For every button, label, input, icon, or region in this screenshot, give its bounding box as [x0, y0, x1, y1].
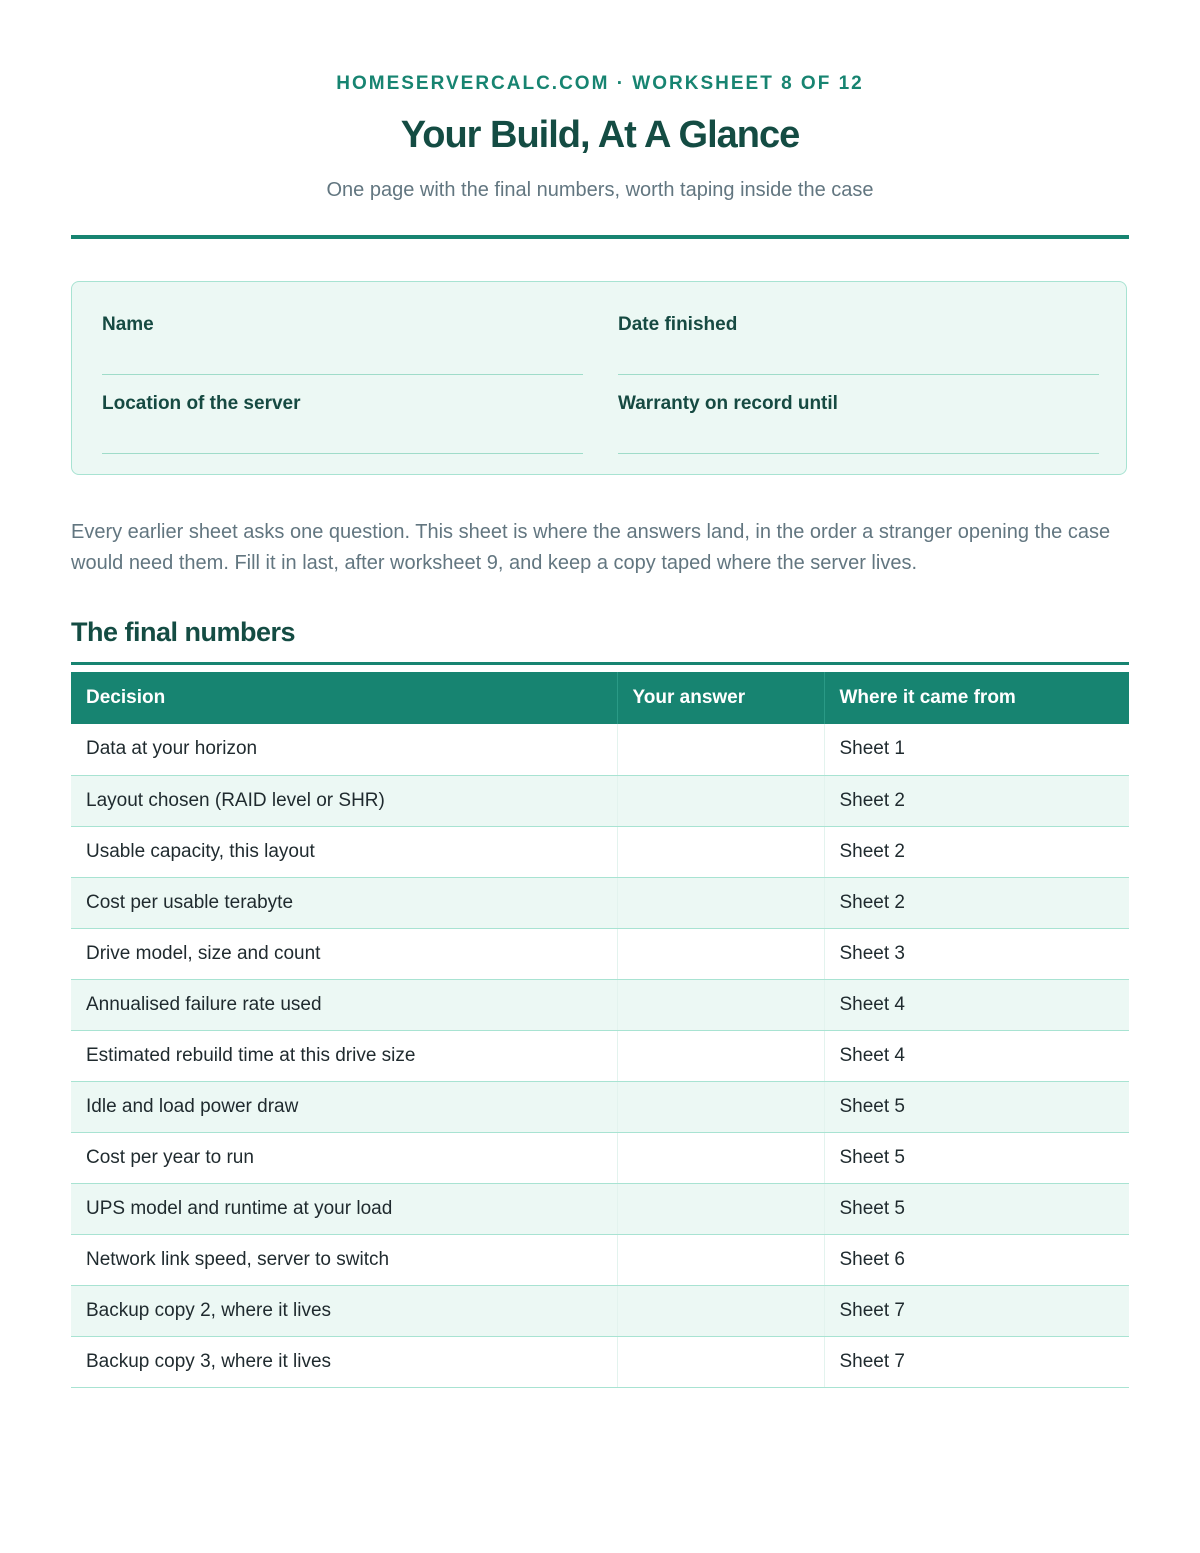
- table-row: [71, 1132, 1129, 1183]
- answer-cell[interactable]: [617, 1183, 824, 1234]
- source-cell: Sheet 4: [824, 1030, 1129, 1081]
- decision-cell: Network link speed, server to switch: [71, 1234, 617, 1285]
- warranty-until-field[interactable]: [618, 393, 1099, 454]
- source-cell: Sheet 7: [824, 1336, 1129, 1387]
- intro-paragraph: Every earlier sheet asks one question. This sheet is where the answers land, in the order a stranger opening the case would need them. Fill it in last, after worksheet 9, and keep a copy taped where the server lives.: [71, 521, 1111, 574]
- decision-cell: Data at your horizon: [71, 724, 617, 775]
- answer-cell[interactable]: [617, 775, 824, 826]
- table-row: [71, 979, 1129, 1030]
- source-cell: Sheet 2: [824, 826, 1129, 877]
- decision-cell: Backup copy 2, where it lives: [71, 1285, 617, 1336]
- answer-cell[interactable]: [617, 1081, 824, 1132]
- table-row: [71, 1234, 1129, 1285]
- table-header-row: [71, 672, 1129, 724]
- table-row: [71, 928, 1129, 979]
- table-row: [71, 1336, 1129, 1387]
- answer-cell[interactable]: [617, 826, 824, 877]
- decision-cell: UPS model and runtime at your load: [71, 1183, 617, 1234]
- answer-cell[interactable]: [617, 1234, 824, 1285]
- source-cell: Sheet 2: [824, 877, 1129, 928]
- column-header-decision: Decision: [71, 672, 617, 724]
- final-numbers-table: [71, 672, 1129, 1388]
- server-location-field-label: Location of the server: [102, 393, 301, 414]
- decision-cell: Estimated rebuild time at this drive size: [71, 1030, 617, 1081]
- source-cell: Sheet 3: [824, 928, 1129, 979]
- decision-cell: Annualised failure rate used: [71, 979, 617, 1030]
- source-cell: Sheet 5: [824, 1183, 1129, 1234]
- warranty-until-field-label: Warranty on record until: [618, 393, 838, 414]
- table-row: [71, 1030, 1129, 1081]
- decision-cell: Drive model, size and count: [71, 928, 617, 979]
- source-cell: Sheet 1: [824, 724, 1129, 775]
- decision-cell: Cost per usable terabyte: [71, 877, 617, 928]
- answer-cell[interactable]: [617, 1336, 824, 1387]
- answer-cell[interactable]: [617, 1285, 824, 1336]
- source-cell: Sheet 6: [824, 1234, 1129, 1285]
- decision-cell: Layout chosen (RAID level or SHR): [71, 775, 617, 826]
- section-divider: [71, 662, 1129, 665]
- worksheet-eyebrow: HOMESERVERCALC.COM · WORKSHEET 8 OF 12: [336, 73, 864, 94]
- date-finished-field-label: Date finished: [618, 314, 738, 335]
- name-field[interactable]: [102, 314, 583, 375]
- table-row: [71, 877, 1129, 928]
- source-cell: Sheet 7: [824, 1285, 1129, 1336]
- page-title: Your Build, At A Glance: [400, 114, 800, 156]
- build-info-box: [71, 281, 1127, 475]
- source-cell: Sheet 5: [824, 1081, 1129, 1132]
- answer-cell[interactable]: [617, 1030, 824, 1081]
- decision-cell: Idle and load power draw: [71, 1081, 617, 1132]
- table-row: [71, 1183, 1129, 1234]
- answer-cell[interactable]: [617, 928, 824, 979]
- source-cell: Sheet 4: [824, 979, 1129, 1030]
- table-row: [71, 775, 1129, 826]
- table-row: [71, 826, 1129, 877]
- decision-cell: Cost per year to run: [71, 1132, 617, 1183]
- column-header-answer: Your answer: [617, 672, 824, 724]
- table-row: [71, 1081, 1129, 1132]
- column-header-source: Where it came from: [824, 672, 1129, 724]
- table-row: [71, 724, 1129, 775]
- decision-cell: Usable capacity, this layout: [71, 826, 617, 877]
- table-row: [71, 1285, 1129, 1336]
- answer-cell[interactable]: [617, 877, 824, 928]
- answer-cell[interactable]: [617, 1132, 824, 1183]
- decision-cell: Backup copy 3, where it lives: [71, 1336, 617, 1387]
- answer-cell[interactable]: [617, 979, 824, 1030]
- section-title: The final numbers: [71, 617, 296, 647]
- source-cell: Sheet 5: [824, 1132, 1129, 1183]
- answer-cell[interactable]: [617, 724, 824, 775]
- page-subtitle: One page with the final numbers, worth taping inside the case: [326, 179, 874, 201]
- source-cell: Sheet 2: [824, 775, 1129, 826]
- server-location-field[interactable]: [102, 393, 583, 454]
- name-field-label: Name: [102, 314, 154, 335]
- date-finished-field[interactable]: [618, 314, 1099, 375]
- header-divider: [71, 235, 1129, 239]
